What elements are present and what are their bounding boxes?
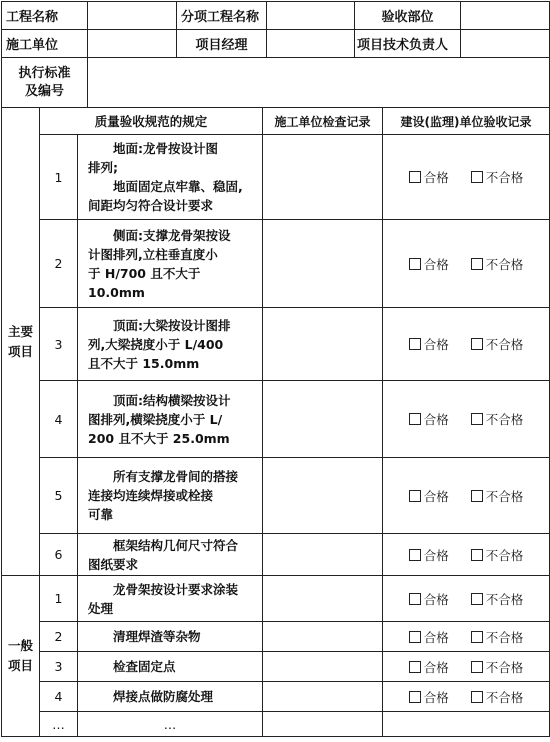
main-items-group-label: 主要 项目 [2,108,40,576]
project-manager-label: 项目经理 [177,30,267,58]
ellipsis-description: … [78,712,263,737]
tech-lead-value[interactable] [461,30,550,58]
fail-label: 不合格 [485,547,524,563]
pass-checkbox[interactable] [409,593,421,605]
inspection-table [1,107,550,737]
construction-unit-label: 施工单位 [2,30,88,58]
acceptance-part-label: 验收部位 [355,2,461,30]
item-number: 2 [40,220,78,308]
construction-check-cell[interactable] [263,682,383,712]
supervision-check-column-header: 建设(监理)单位验收记录 [383,108,550,135]
fail-label: 不合格 [485,256,524,272]
supervision-check-cell [383,308,550,381]
pass-label: 合格 [423,591,449,607]
inspection-header-row [2,108,550,135]
item-description: 龙骨架按设计要求涂装 处理 [78,576,263,622]
construction-check-cell[interactable] [263,534,383,576]
main-item-row-5 [2,458,550,534]
construction-check-cell[interactable] [263,576,383,622]
form-header-table [1,1,550,108]
pass-checkbox[interactable] [409,549,421,561]
pass-checkbox[interactable] [409,171,421,183]
main-item-row-3 [2,308,550,381]
header-row-2 [2,30,550,58]
acceptance-record-form [1,1,549,740]
pass-checkbox[interactable] [409,258,421,270]
standard-label-line2: 及编号 [24,83,64,99]
item-number: 2 [40,622,78,652]
project-manager-value[interactable] [267,30,355,58]
supervision-check-cell [383,622,550,652]
item-number: 4 [40,682,78,712]
header-row-3 [2,58,550,108]
supervision-check-cell [383,220,550,308]
item-number: 6 [40,534,78,576]
fail-checkbox[interactable] [471,338,483,350]
item-number: 4 [40,381,78,458]
main-item-row-4 [2,381,550,458]
fail-checkbox[interactable] [471,549,483,561]
item-number: 1 [40,576,78,622]
pass-checkbox[interactable] [409,691,421,703]
construction-check-cell[interactable] [263,652,383,682]
item-description: 焊接点做防腐处理 [78,682,263,712]
project-name-label: 工程名称 [2,2,88,30]
pass-label: 合格 [423,689,449,705]
item-description: 顶面:大梁按设计图排 列,大梁挠度小于 L/400 且不大于 15.0mm [78,308,263,381]
sub-project-value[interactable] [267,2,355,30]
pass-label: 合格 [423,659,449,675]
fail-label: 不合格 [485,689,524,705]
ellipsis-row [2,712,550,737]
fail-checkbox[interactable] [471,413,483,425]
fail-label: 不合格 [485,629,524,645]
fail-label: 不合格 [485,412,524,427]
construction-unit-value[interactable] [88,30,177,58]
construction-check-cell[interactable] [263,135,383,220]
supervision-check-cell [383,652,550,682]
construction-check-cell[interactable] [263,381,383,458]
pass-checkbox[interactable] [409,413,421,425]
supervision-check-cell[interactable] [383,712,550,737]
item-description: 顶面:结构横梁按设计 图排列,横梁挠度小于 L/ 200 且不大于 25.0mm [78,381,263,458]
fail-checkbox[interactable] [471,691,483,703]
item-description: 清理焊渣等杂物 [78,622,263,652]
pass-checkbox[interactable] [409,631,421,643]
pass-checkbox[interactable] [409,338,421,350]
pass-label: 合格 [423,547,449,563]
item-description: 地面:龙骨按设计图 排列; 地面固定点牢靠、稳固, 间距均匀符合设计要求 [78,135,263,220]
supervision-check-cell [383,381,550,458]
acceptance-part-value[interactable] [461,2,550,30]
item-description: 检查固定点 [78,652,263,682]
fail-checkbox[interactable] [471,631,483,643]
pass-checkbox[interactable] [409,661,421,673]
construction-check-cell[interactable] [263,220,383,308]
general-item-row-3 [2,652,550,682]
main-item-row-1 [2,135,550,220]
supervision-check-cell [383,534,550,576]
fail-label: 不合格 [485,591,524,607]
ellipsis-number: … [40,712,78,737]
fail-label: 不合格 [485,659,524,675]
fail-checkbox[interactable] [471,490,483,502]
fail-checkbox[interactable] [471,258,483,270]
spec-column-header: 质量验收规范的规定 [40,108,263,135]
general-items-group-label: 一般 项目 [2,576,40,737]
supervision-check-cell [383,682,550,712]
item-description: 侧面:支撑龙骨架按设 计图排列,立柱垂直度小 于 H/700 且不大于 10.0mm [78,220,263,308]
pass-label: 合格 [423,337,449,352]
item-description: 框架结构几何尺寸符合 图纸要求 [78,534,263,576]
main-item-row-2 [2,220,550,308]
supervision-check-cell [383,458,550,534]
supervision-check-cell [383,576,550,622]
fail-label: 不合格 [485,170,524,185]
tech-lead-label: 项目技术负责人 [355,30,461,58]
general-item-row-4 [2,682,550,712]
fail-label: 不合格 [485,337,524,352]
fail-checkbox[interactable] [471,171,483,183]
main-item-row-6 [2,534,550,576]
item-number: 3 [40,652,78,682]
fail-label: 不合格 [485,488,524,504]
pass-label: 合格 [423,488,449,504]
fail-checkbox[interactable] [471,661,483,673]
sub-project-label: 分项工程名称 [177,2,267,30]
item-number: 5 [40,458,78,534]
construction-check-cell[interactable] [263,458,383,534]
pass-label: 合格 [423,256,449,272]
item-number: 3 [40,308,78,381]
general-item-row-2 [2,622,550,652]
standard-label-line1: 执行标准 [18,65,71,81]
pass-label: 合格 [423,170,449,185]
project-name-value[interactable] [88,2,177,30]
supervision-check-cell [383,135,550,220]
construction-check-cell[interactable] [263,622,383,652]
item-number: 1 [40,135,78,220]
construction-check-column-header: 施工单位检查记录 [263,108,383,135]
pass-label: 合格 [423,629,449,645]
construction-check-cell[interactable] [263,308,383,381]
item-description: 所有支撑龙骨间的搭接 连接均连续焊接或栓接 可靠 [78,458,263,534]
header-row-1 [2,2,550,30]
standard-value[interactable] [88,58,550,108]
general-item-row-1 [2,576,550,622]
pass-checkbox[interactable] [409,490,421,502]
construction-check-cell[interactable] [263,712,383,737]
standard-label [2,58,88,108]
pass-label: 合格 [423,412,449,427]
fail-checkbox[interactable] [471,593,483,605]
